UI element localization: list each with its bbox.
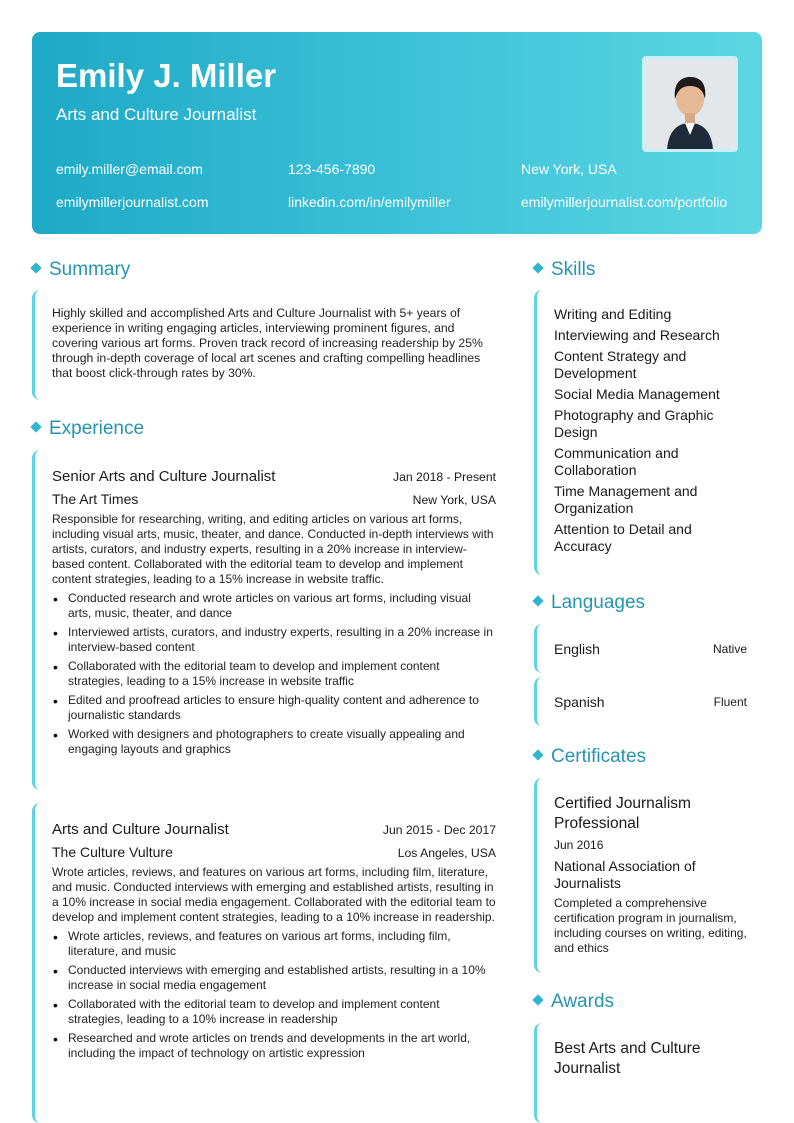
profile-photo	[642, 56, 738, 152]
list-item: • Edited and proofread articles to ensure high-quality content and adherence to journalistic standards	[52, 693, 496, 723]
certificate-org: National Association of Journalists	[554, 858, 696, 891]
summary-heading	[32, 258, 130, 282]
list-item: • Conducted interviews with emerging and established artists, resulting in a 10% increase in social media engagement	[52, 963, 496, 993]
resume-header	[32, 32, 762, 234]
skills-heading-label: Skills	[551, 259, 596, 280]
skill-item: Interviewing and Research	[554, 327, 720, 343]
awards-heading	[534, 990, 614, 1014]
summary-heading-label: Summary	[49, 259, 131, 280]
candidate-name: Emily J. Miller	[56, 57, 277, 94]
skill-item: Photography and Graphic Design	[554, 407, 714, 440]
skill-item: Content Strategy and Development	[554, 348, 687, 381]
summary-block	[32, 290, 495, 400]
job-bullets	[52, 591, 496, 757]
job-description: Responsible for researching, writing, and editing articles on various art forms, including visual arts, music, theater, and dance. Conducted in-depth interviews with artists, curators, and industry experts, resulting in a 20% increase in interview-based content. Collaborated with the editorial team to develop and implement content strategies, leading to a 15% increase in website traffic.	[52, 512, 494, 586]
skill-item: Communication and Collaboration	[554, 445, 679, 478]
languages-heading-label: Languages	[551, 592, 646, 613]
skill-item: Social Media Management	[554, 386, 720, 402]
language-item	[534, 624, 747, 673]
contact-linkedin[interactable]: linkedin.com/in/emilymiller	[288, 194, 451, 210]
language-level: Native	[712, 641, 747, 656]
contact-portfolio[interactable]: emilymillerjournalist.com/portfolio	[521, 194, 728, 210]
job-bullets	[52, 929, 496, 1061]
candidate-role: Arts and Culture Journalist	[56, 105, 257, 124]
contact-email[interactable]: emily.miller@email.com	[56, 161, 203, 177]
list-item: • Conducted research and wrote articles on various art forms, including visual arts, music, theater, and dance	[52, 591, 496, 621]
list-item: • Researched and wrote articles on trends and developments in the art world, including the impact of technology on artistic expression	[52, 1031, 496, 1061]
certificates-heading-label: Certificates	[551, 746, 647, 767]
job-location: Los Angeles, USA	[397, 846, 496, 860]
certificate-date: Jun 2016	[554, 838, 604, 852]
certificate-title: Certified Journalism Professional	[554, 795, 691, 832]
diamond-icon	[532, 749, 543, 760]
diamond-icon	[532, 262, 543, 273]
award-item	[534, 1023, 747, 1123]
job-title: Senior Arts and Culture Journalist	[52, 468, 276, 485]
diamond-icon	[532, 994, 543, 1005]
certificate-description: Completed a comprehensive certification program in journalism, including courses on writing, editing, and ethics	[554, 896, 747, 955]
summary-text: Highly skilled and accomplished Arts and Culture Journalist with 5+ years of experience in writing engaging articles, interviewing prominent figures, and covering various art forms. Proven track record of increasing readership by 25% through in-depth coverage of local art scenes and crafting compelling headlines that boost click-through rates by 30%.	[52, 306, 483, 380]
certificates-heading	[534, 745, 646, 769]
experience-heading-label: Experience	[49, 418, 145, 439]
certificate-item	[534, 778, 747, 973]
list-item: • Collaborated with the editorial team to develop and implement content strategies, leading to a 10% increase in readership	[52, 997, 496, 1027]
language-item	[534, 677, 747, 726]
contact-location: New York, USA	[521, 161, 617, 177]
list-item: • Wrote articles, reviews, and features on various art forms, including film, literature, and music	[52, 929, 496, 959]
experience-heading	[32, 417, 144, 441]
list-item: • Worked with designers and photographers to create visually appealing and engaging layouts and graphics	[52, 727, 496, 757]
diamond-icon	[532, 595, 543, 606]
diamond-icon	[30, 262, 41, 273]
job-location: New York, USA	[412, 493, 496, 507]
language-level: Fluent	[713, 694, 747, 709]
experience-job	[32, 450, 496, 790]
diamond-icon	[30, 421, 41, 432]
awards-heading-label: Awards	[551, 991, 615, 1012]
list-item: • Interviewed artists, curators, and industry experts, resulting in a 20% increase in interview-based content	[52, 625, 496, 655]
job-title: Arts and Culture Journalist	[52, 821, 229, 838]
job-company: The Culture Vulture	[52, 844, 173, 860]
job-description: Wrote articles, reviews, and features on various art forms, including film, literature, and music. Conducted interviews with emerging and established artists, resulting in a 10% increase in social media engagement. Collaborated with the editorial team to develop and implement content strategies, leading to a 10% increase in readership.	[52, 865, 496, 924]
skill-item: Writing and Editing	[554, 306, 672, 322]
language-name: English	[554, 640, 600, 657]
contact-website[interactable]: emilymillerjournalist.com	[56, 194, 209, 210]
skill-item: Attention to Detail and Accuracy	[554, 521, 692, 554]
contact-phone[interactable]: 123-456-7890	[288, 161, 376, 177]
person-photo-icon	[645, 59, 735, 149]
skills-block	[534, 290, 747, 575]
experience-job	[32, 803, 496, 1123]
job-company: The Art Times	[52, 491, 139, 507]
languages-heading	[534, 591, 645, 615]
skill-item: Time Management and Organization	[554, 483, 698, 516]
language-name: Spanish	[554, 693, 605, 710]
job-dates: Jun 2015 - Dec 2017	[382, 823, 496, 837]
award-title: Best Arts and Culture Journalist	[554, 1040, 701, 1077]
job-dates: Jan 2018 - Present	[393, 470, 496, 484]
skills-heading	[534, 258, 595, 282]
list-item: • Collaborated with the editorial team to develop and implement content strategies, leading to a 15% increase in website traffic	[52, 659, 496, 689]
